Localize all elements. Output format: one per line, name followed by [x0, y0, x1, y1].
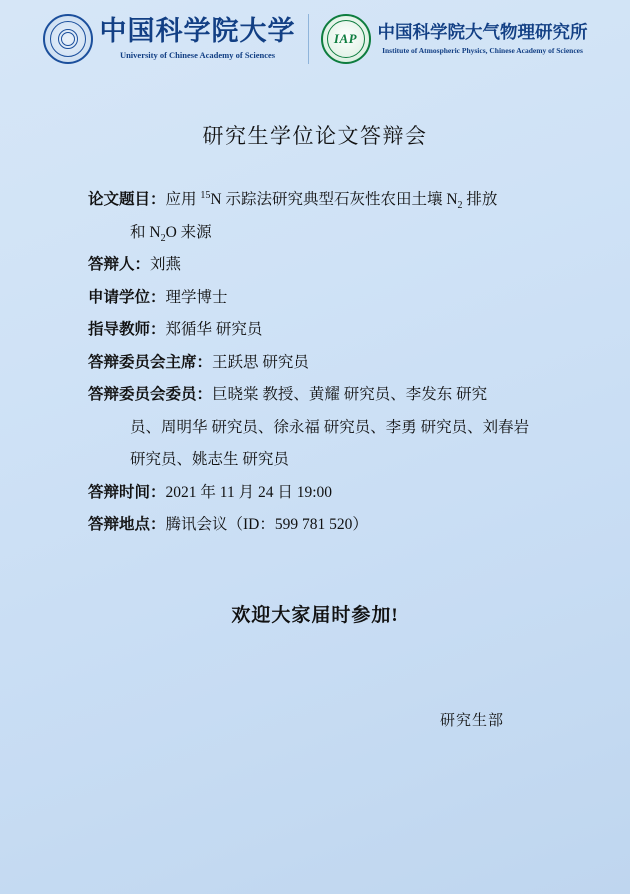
degree-value: 理学博士	[165, 288, 228, 306]
university-names	[100, 17, 296, 60]
supervisor-value: 郑循华 研究员	[165, 321, 263, 339]
committee-members-row	[88, 379, 558, 412]
defense-place-label: 答辩地点：	[88, 516, 166, 534]
defense-time-value: 2021 年 11 月 24 日 19:00	[165, 483, 332, 501]
thesis-title-continuation	[88, 217, 558, 250]
iap-seal-icon	[321, 14, 371, 64]
defender-value: 刘燕	[150, 256, 182, 274]
committee-members-value-line3: 研究员、姚志生 研究员	[130, 451, 289, 469]
page-title: 研究生学位论文答辩会	[202, 124, 428, 148]
ucas-seal-icon	[43, 14, 93, 64]
supervisor-label: 指导教师：	[88, 321, 166, 339]
committee-chair-value: 王跃思 研究员	[212, 353, 309, 371]
poster-header	[0, 0, 630, 74]
defense-time-row	[88, 477, 558, 510]
welcome-message: 欢迎大家届时参加!	[231, 605, 399, 627]
committee-members-value-line1: 巨晓棠 教授、黄耀 研究员、李发东 研究	[212, 386, 488, 404]
supervisor-row	[88, 314, 558, 347]
institute-names	[378, 23, 588, 56]
defense-time-label: 答辩时间：	[88, 483, 166, 501]
thesis-title-isotope-superscript: 15	[200, 189, 211, 201]
defense-place-row	[88, 509, 558, 542]
degree-label: 申请学位：	[88, 288, 166, 306]
thesis-title-line2-pre: 和 N	[130, 223, 161, 241]
institute-name-cn: 中国科学院大气物理研究所	[377, 21, 588, 42]
signature-department: 研究生部	[439, 713, 504, 730]
thesis-title-part-mid: N 示踪法研究典型石灰性农田土壤 N	[210, 191, 458, 208]
thesis-title-row	[88, 184, 558, 217]
thesis-title-value	[166, 184, 558, 217]
thesis-title-n2-subscript: 2	[457, 200, 463, 212]
thesis-title-line2-post: O 来源	[165, 223, 212, 241]
committee-chair-label: 答辩委员会主席：	[88, 353, 213, 371]
institute-name-en: Institute of Atmospheric Physics, Chinese Academy of Sciences	[382, 46, 583, 55]
committee-members-value-line2: 员、周明华 研究员、徐永福 研究员、李勇 研究员、刘春岩	[130, 418, 530, 436]
committee-members-label: 答辩委员会委员：	[88, 386, 213, 404]
university-logo-block	[43, 14, 296, 64]
defense-place-value: 腾讯会议（ID：599 781 520）	[165, 516, 368, 534]
committee-chair-row	[88, 347, 558, 380]
details-list	[0, 184, 630, 542]
thesis-title-part-pre: 应用	[165, 191, 201, 208]
institute-logo-block	[321, 14, 588, 64]
thesis-title-line2-subscript: 2	[160, 232, 166, 244]
degree-row	[88, 282, 558, 315]
thesis-title-label: 论文题目：	[88, 191, 166, 208]
university-name-en: University of Chinese Academy of Sciences	[119, 50, 276, 61]
defender-row	[88, 249, 558, 282]
thesis-title-part-post: 排放	[462, 191, 498, 208]
university-name-cn: 中国科学院大学	[99, 16, 296, 47]
defender-label: 答辩人：	[88, 256, 151, 274]
header-divider	[308, 14, 309, 64]
iap-seal-text: IAP	[333, 31, 358, 46]
